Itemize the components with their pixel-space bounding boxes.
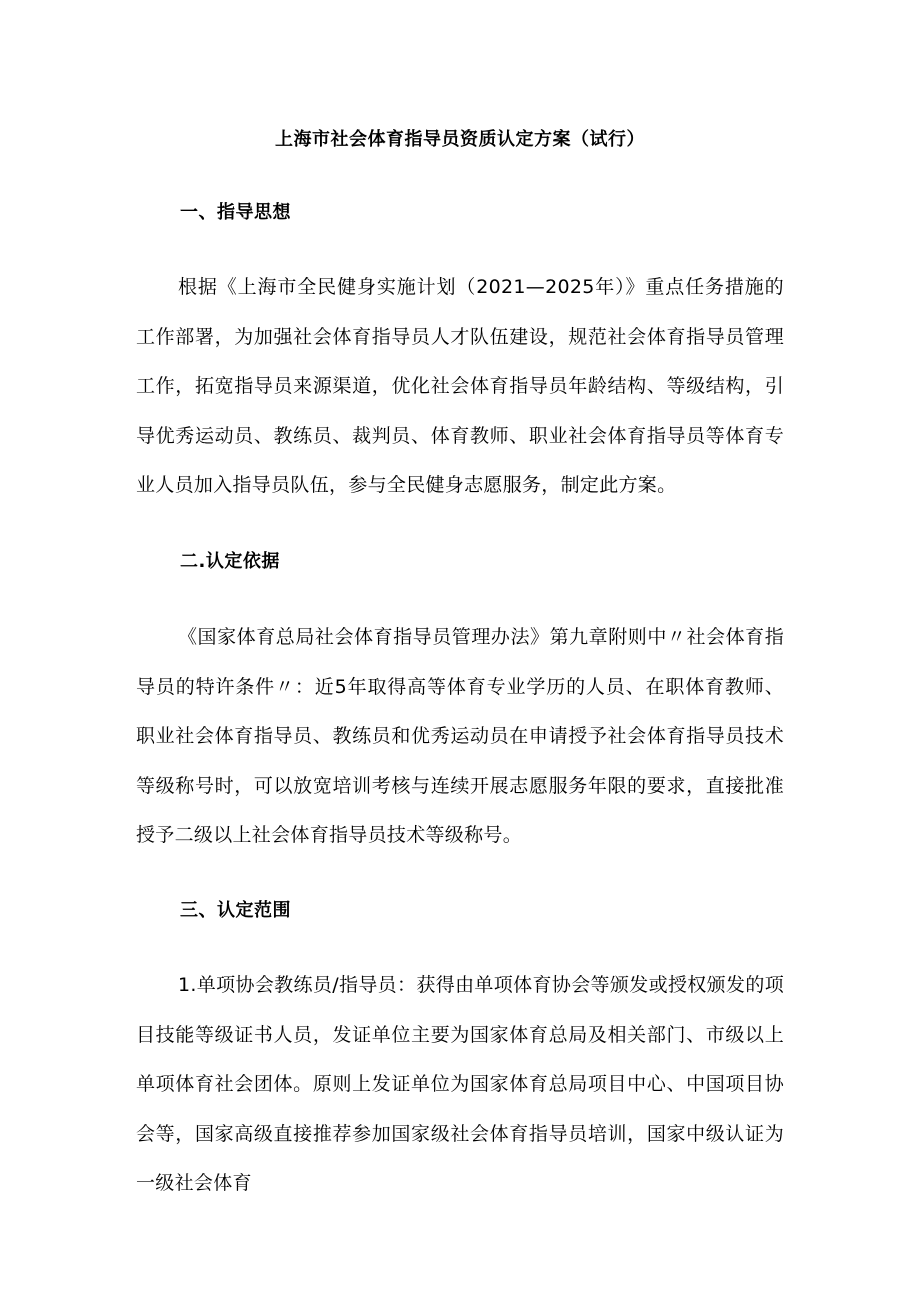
document-title: 上海市社会体育指导员资质认定方案（试行） — [275, 129, 645, 150]
section-heading-scope: 三、认定范围 — [180, 900, 291, 921]
section-paragraph-basis: 《国家体育总局社会体育指导员管理办法》第九章附则中〃社会体育指导员的特许条件〃：近5年取得高等体育专业学历的人员、在职体育教师、职业社会体育指导员、教练员和优秀运动员在申请授予社会体育指导员技术等级称号时，可以放宽培训考核与连续开展志愿服务年限的要求，直接批准授予二级以上社会体育指导员技术等级称号。 — [136, 626, 784, 846]
section-paragraph-guiding-ideology: 根据《上海市全民健身实施计划（2021—2025年）》重点任务措施的工作部署，为加强社会体育指导员人才队伍建设，规范社会体育指导员管理工作，拓宽指导员来源渠道，优化社会体育指导员年龄结构、等级结构，引导优秀运动员、教练员、裁判员、体育教师、职业社会体育指导员等体育专业人员加入指导员队伍，参与全民健身志愿服务，制定此方案。 — [136, 276, 784, 496]
section-heading-basis: 二.认定依据 — [180, 551, 280, 572]
section-heading-guiding-ideology: 一、指导思想 — [180, 202, 291, 223]
section-paragraph-scope: 1.单项协会教练员/指导员：获得由单项体育协会等颁发或授权颁发的项目技能等级证书人员，发证单位主要为国家体育总局及相关部门、市级以上单项体育社会团体。原则上发证单位为国家体育总局项目中心、中国项目协会等，国家高级直接推荐参加国家级社会体育指导员培训，国家中级认证为一级社会体育 — [136, 974, 784, 1194]
